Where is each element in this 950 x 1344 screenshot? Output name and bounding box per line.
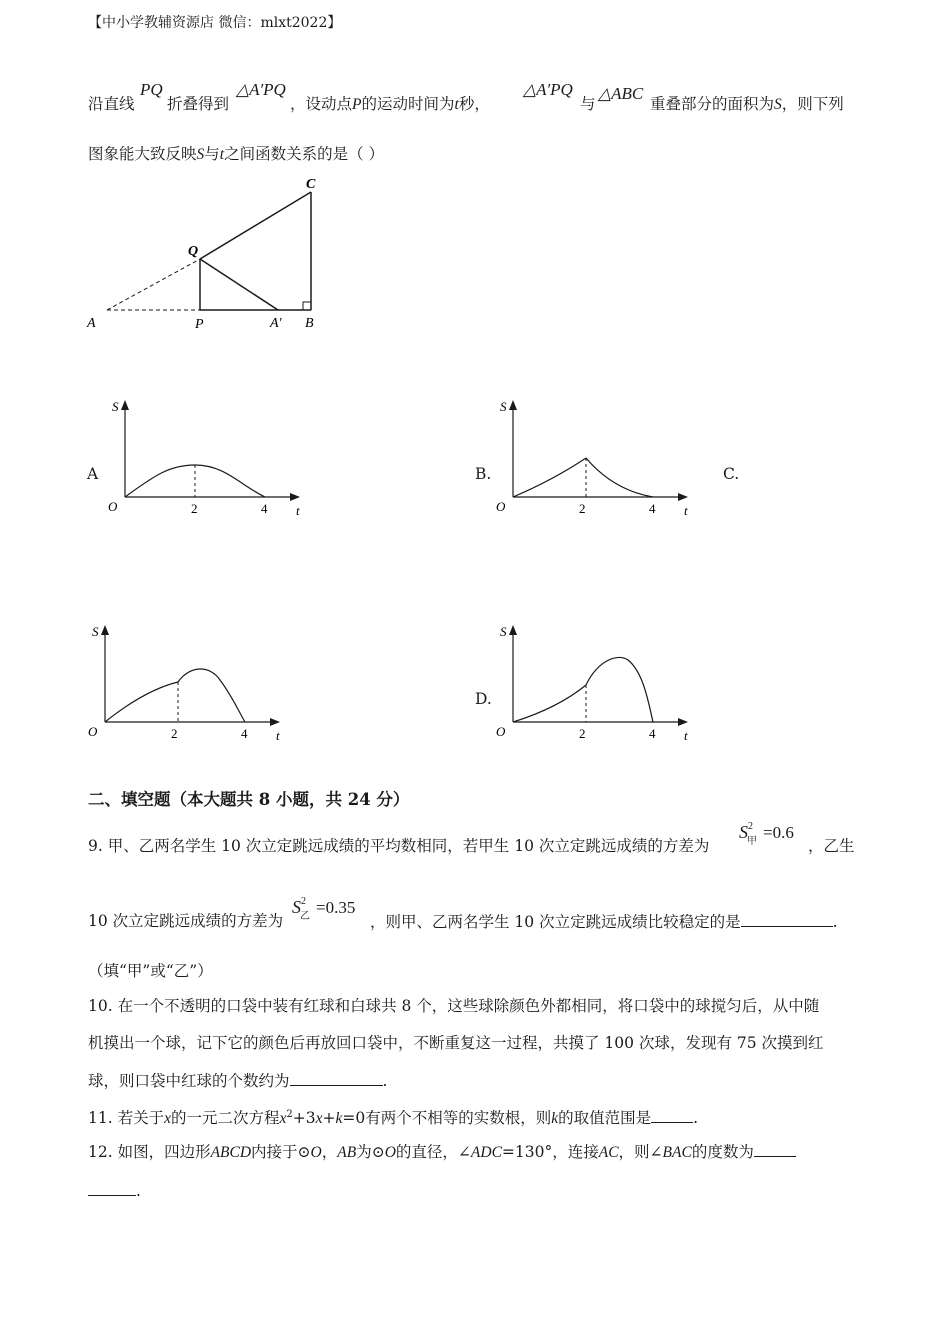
tick-4: 4 — [649, 501, 656, 516]
var-bac: BAC — [662, 1144, 692, 1161]
text-seg: . — [136, 1182, 141, 1200]
q9-line1: 9. 甲、乙两名学生 10 次立定跳远成绩的平均数相同，若甲生 10 次立定跳远成绩的方差为 — [88, 837, 710, 855]
answer-blank[interactable] — [754, 1141, 796, 1157]
tick-2: 2 — [579, 501, 586, 516]
problem8-line1 — [88, 94, 135, 114]
y-axis-arrow — [101, 625, 109, 635]
text-seg: 折叠得到 — [167, 95, 230, 113]
var-k: k — [551, 1110, 559, 1128]
text-seg: ，则∠ — [618, 1143, 663, 1161]
var-x: x — [164, 1110, 171, 1128]
axis-t: t — [684, 728, 688, 743]
axis-s: S — [500, 399, 507, 414]
x-axis-arrow — [290, 493, 300, 501]
text-seg: 图象能大致反映 — [88, 145, 197, 163]
var-t: t — [219, 146, 225, 163]
text-seg: 有两个不相等的实数根，则 — [365, 1109, 552, 1128]
curve-right — [586, 458, 653, 497]
text-seg — [650, 94, 844, 115]
page-header: 【中小学教辅资源店 微信：mlxt2022】 — [88, 15, 342, 31]
problem8-line2 — [88, 144, 384, 165]
y-axis-arrow — [509, 400, 517, 410]
axis-t: t — [684, 503, 688, 518]
math-triangle-apq-2: △A′PQ — [523, 80, 573, 99]
curve-left — [513, 685, 586, 722]
answer-blank-continued[interactable] — [88, 1180, 136, 1196]
var-ac: AC — [598, 1144, 619, 1161]
section-title: 二、填空题（本大题共 8 小题，共 24 分） — [88, 790, 410, 809]
text-seg — [290, 94, 490, 115]
right-angle-mark — [303, 302, 311, 310]
q9-line2a: 10 次立定跳远成绩的方差为 — [88, 912, 284, 930]
text-seg: 与 — [580, 95, 596, 113]
label-b: B — [305, 316, 314, 331]
curve — [125, 465, 265, 497]
variance-sup: 2 — [748, 821, 753, 832]
answer-blank[interactable] — [290, 1070, 383, 1086]
q9-line3: （填“甲”或“乙”） — [88, 962, 213, 980]
option-b-label: B. — [475, 465, 492, 483]
text-seg: . — [382, 1072, 388, 1090]
option-c-label: C. — [723, 465, 740, 483]
axis-s: S — [500, 624, 507, 639]
label-c: C — [306, 177, 316, 192]
text-seg: 内接于⊙ — [251, 1143, 311, 1161]
label-p: P — [195, 317, 204, 332]
variance-value: =0.35 — [316, 898, 356, 917]
graph-option-d — [488, 620, 698, 745]
axis-t: t — [296, 503, 300, 518]
text-seg: 的一元二次方程 — [170, 1109, 280, 1128]
axis-o: O — [496, 499, 506, 514]
text-seg: ， — [321, 1143, 338, 1161]
text-seg: ，则甲、乙两名学生 10 次立定跳远成绩比较稳定的是 — [370, 913, 741, 931]
graph-option-a — [100, 395, 310, 520]
variance-jia — [739, 821, 794, 847]
variance-sup: 2 — [301, 896, 306, 907]
text-seg: 球，则口袋中红球的个数约为 — [88, 1072, 290, 1090]
option-a-label: A — [87, 465, 99, 483]
var-k: k — [335, 1110, 343, 1128]
curve-right — [178, 669, 245, 722]
var-o: O — [384, 1144, 396, 1161]
text-seg: . — [832, 913, 838, 931]
variance-yi — [292, 896, 356, 922]
math-pq: PQ — [140, 80, 163, 99]
text-seg: . — [693, 1109, 699, 1128]
graph-option-b — [488, 395, 698, 520]
text-seg: 12. 如图，四边形 — [88, 1143, 211, 1161]
dashed-line-aq — [107, 259, 200, 310]
var-adc: ADC — [470, 1144, 502, 1161]
axis-t: t — [276, 728, 280, 743]
variance-sub: 乙 — [300, 911, 310, 922]
text-seg: + — [322, 1109, 336, 1128]
line-qaprime — [200, 259, 278, 310]
text-seg: 为⊙ — [356, 1143, 385, 1161]
answer-blank[interactable] — [741, 911, 833, 927]
tick-2: 2 — [171, 726, 178, 741]
tick-4: 4 — [261, 501, 268, 516]
var-t: t — [454, 96, 459, 113]
exponent: 2 — [286, 1109, 293, 1120]
label-q: Q — [188, 244, 199, 259]
q12-line1 — [88, 1141, 796, 1163]
label-a: A — [87, 316, 96, 331]
q10-line3 — [88, 1070, 387, 1091]
text-seg: 之间函数关系的是（ ） — [224, 145, 385, 163]
var-s: S — [774, 96, 782, 113]
text-seg: 的度数为 — [691, 1143, 754, 1161]
y-axis-arrow — [509, 625, 517, 635]
var-x: x — [315, 1110, 323, 1128]
answer-blank[interactable] — [651, 1107, 693, 1123]
tick-2: 2 — [579, 726, 586, 741]
text-seg: 的取值范围是 — [558, 1109, 652, 1128]
var-o: O — [310, 1144, 322, 1161]
x-axis-arrow — [678, 718, 688, 726]
curve-left — [105, 682, 178, 722]
option-d-label: D. — [475, 690, 492, 708]
text-seg: ，则下列 — [781, 95, 844, 113]
curve-right — [586, 657, 653, 722]
axis-o: O — [108, 499, 118, 514]
var-p: P — [352, 96, 362, 113]
var-x: x — [279, 1110, 287, 1128]
axis-s: S — [92, 624, 99, 639]
axis-s: S — [112, 399, 119, 414]
var-abcd: ABCD — [210, 1144, 252, 1161]
text-seg: 的直径，∠ — [395, 1143, 471, 1161]
math-triangle-abc: △ABC — [598, 84, 644, 103]
geometry-figure — [80, 170, 340, 340]
tick-4: 4 — [241, 726, 248, 741]
graph-option-c — [80, 620, 290, 745]
axis-o: O — [88, 724, 98, 739]
x-axis-arrow — [270, 718, 280, 726]
var-s: S — [196, 146, 205, 163]
text-seg: 重叠部分的面积为 — [650, 95, 775, 113]
variance-sub: 甲 — [747, 836, 757, 847]
tick-2: 2 — [191, 501, 198, 516]
text-seg: =0 — [342, 1109, 366, 1128]
math-triangle-apq: △A′PQ — [236, 80, 286, 99]
tick-4: 4 — [649, 726, 656, 741]
variance-value: =0.6 — [763, 823, 794, 842]
label-aprime: A′ — [270, 316, 282, 331]
text-seg: +3 — [292, 1109, 316, 1128]
y-axis-arrow — [121, 400, 129, 410]
variance-s: S — [739, 822, 748, 842]
q11-line — [88, 1105, 698, 1129]
q10-line1: 10. 在一个不透明的口袋中装有红球和白球共 8 个，这些球除颜色外都相同，将口袋中的球搅匀后，从中随 — [88, 997, 820, 1015]
axis-o: O — [496, 724, 506, 739]
x-axis-arrow — [678, 493, 688, 501]
text-seg: 11. 若关于 — [88, 1109, 165, 1128]
q9-line2b — [370, 911, 838, 932]
text-seg: =130°，连接 — [501, 1143, 599, 1161]
q10-line2: 机摸出一个球，记下它的颜色后再放回口袋中，不断重复这一过程，共摸了 100 次球，发现有 75 次摸到红 — [88, 1034, 824, 1052]
var-ab: AB — [337, 1144, 357, 1161]
text-seg: 沿直线 — [88, 95, 135, 113]
line-qc — [200, 192, 311, 259]
text-seg: 秒， — [458, 95, 490, 113]
text-seg: ，设动点 — [290, 95, 353, 113]
q12-line2 — [88, 1180, 141, 1201]
q9-line1-end: ，乙生 — [808, 837, 855, 855]
text-seg: 的运动时间为 — [361, 95, 455, 113]
text-seg: 与 — [204, 145, 220, 163]
variance-s: S — [292, 897, 301, 917]
curve-left — [513, 458, 586, 497]
